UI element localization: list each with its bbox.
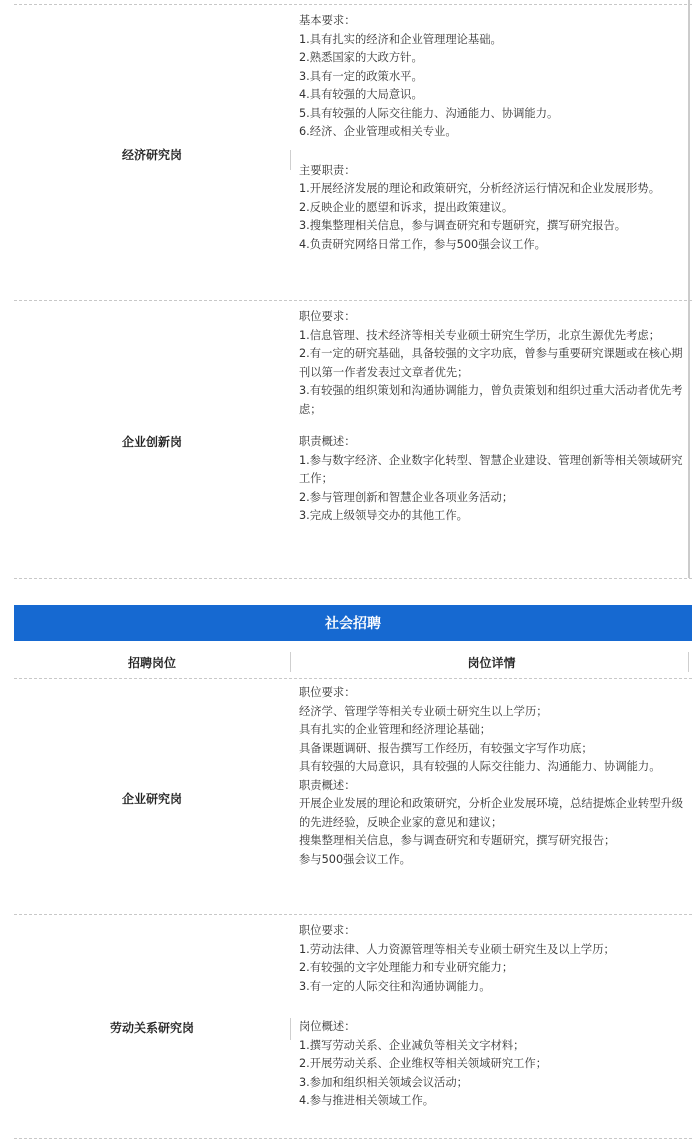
row-divider: [14, 678, 692, 679]
row-divider: [14, 578, 692, 579]
position-details: [299, 922, 689, 1111]
detail-line: 参与500强会议工作。: [299, 852, 411, 866]
detail-line: 搜集整理相关信息，参与调查研究和专题研究，撰写研究报告；: [299, 834, 616, 847]
detail-line: 3.完成上级领导交办的其他工作。: [299, 509, 468, 522]
detail-line: 3.有一定的人际交往和沟通协调能力。: [299, 979, 491, 993]
position-name: 企业创新岗: [121, 434, 182, 449]
detail-line: 1.信息管理、技术经济等相关专业硕士研究生学历，北京生源优先考虑；: [299, 328, 660, 342]
detail-line: 开展企业发展的理论和政策研究，分析企业发展环境，总结提炼企业转型升级的先进经验，反映企业家的意见和建议；: [299, 797, 684, 829]
detail-line: 5.具有较强的人际交往能力、沟通能力、协调能力。: [299, 106, 559, 120]
section-banner: [14, 605, 692, 641]
detail-line: 职位要求：: [299, 924, 356, 937]
row-divider: [14, 1138, 692, 1139]
detail-line: 具有较强的大局意识，具有较强的人际交往能力、沟通能力、协调能力。: [299, 760, 661, 773]
position-details: [299, 12, 689, 254]
column-header-position: 招聘岗位: [127, 655, 176, 670]
table-row: [14, 680, 692, 912]
table-row: [14, 304, 692, 578]
detail-line: 2.开展劳动关系、企业维权等相关领域研究工作；: [299, 1057, 548, 1070]
detail-line: 1.具有扎实的经济和企业管理理论基础。: [299, 32, 502, 46]
position-name: 企业研究岗: [121, 791, 182, 806]
position-details: [299, 308, 689, 526]
detail-line: 具有扎实的企业管理和经济理论基础；: [299, 723, 492, 736]
column-header-details: 岗位详情: [467, 655, 516, 670]
detail-line: 4.具有较强的大局意识。: [299, 88, 423, 101]
banner-title: 社会招聘: [325, 616, 381, 632]
column-divider: [688, 652, 689, 672]
detail-line: 经济学、管理学等相关专业硕士研究生以上学历；: [299, 704, 548, 718]
table-row: [14, 8, 692, 300]
detail-line: 岗位概述：: [299, 1020, 356, 1033]
position-name: 经济研究岗: [121, 147, 182, 162]
detail-line: 1.劳动法律、人力资源管理等相关专业硕士研究生及以上学历；: [299, 942, 615, 956]
position-name: 劳动关系研究岗: [109, 1020, 194, 1035]
detail-line: 2.参与管理创新和智慧企业各项业务活动；: [299, 490, 514, 504]
detail-line: 主要职责：: [299, 163, 356, 177]
detail-line: 3.参加和组织相关领域会议活动；: [299, 1075, 468, 1089]
detail-line: 2.熟悉国家的大政方针。: [299, 51, 423, 64]
position-details: [299, 684, 689, 869]
detail-line: 3.有较强的组织策划和沟通协调能力，曾负责策划和组织过重大活动者优先考虑；: [299, 384, 683, 416]
detail-line: 4.参与推进相关领域工作。: [299, 1094, 435, 1107]
detail-line: 职位要求：: [299, 310, 356, 323]
detail-line: 1.开展经济发展的理论和政策研究，分析经济运行情况和企业发展形势。: [299, 182, 660, 195]
row-divider: [14, 4, 692, 5]
table-header: [14, 648, 692, 676]
column-divider: [290, 150, 291, 170]
detail-line: 4.负责研究网络日常工作，参与500强会议工作。: [299, 237, 546, 251]
detail-line: 职责概述：: [299, 435, 356, 448]
detail-line: 基本要求：: [299, 14, 356, 27]
detail-line: 具备课题调研、报告撰写工作经历，有较强文字写作功底；: [299, 741, 593, 755]
detail-line: 职位要求：: [299, 686, 356, 699]
row-divider: [14, 914, 692, 915]
detail-line: 1.撰写劳动关系、企业减负等相关文字材料；: [299, 1038, 525, 1052]
detail-line: 3.搜集整理相关信息，参与调查研究和专题研究，撰写研究报告。: [299, 219, 627, 232]
detail-line: 1.参与数字经济、企业数字化转型、智慧企业建设、管理创新等相关领域研究工作；: [299, 453, 683, 485]
detail-line: 3.具有一定的政策水平。: [299, 69, 423, 83]
detail-line: 职责概述：: [299, 778, 356, 792]
detail-line: 2.有一定的研究基础，具备较强的文字功底，曾参与重要研究课题或在核心期刊以第一作者发表过文章者优先；: [299, 347, 683, 379]
row-divider: [14, 300, 692, 301]
column-divider: [290, 1018, 291, 1040]
table-row: [14, 918, 692, 1136]
detail-line: 2.反映企业的愿望和诉求，提出政策建议。: [299, 200, 514, 214]
detail-line: 2.有较强的文字处理能力和专业研究能力；: [299, 961, 514, 974]
detail-line: 6.经济、企业管理或相关专业。: [299, 125, 457, 138]
